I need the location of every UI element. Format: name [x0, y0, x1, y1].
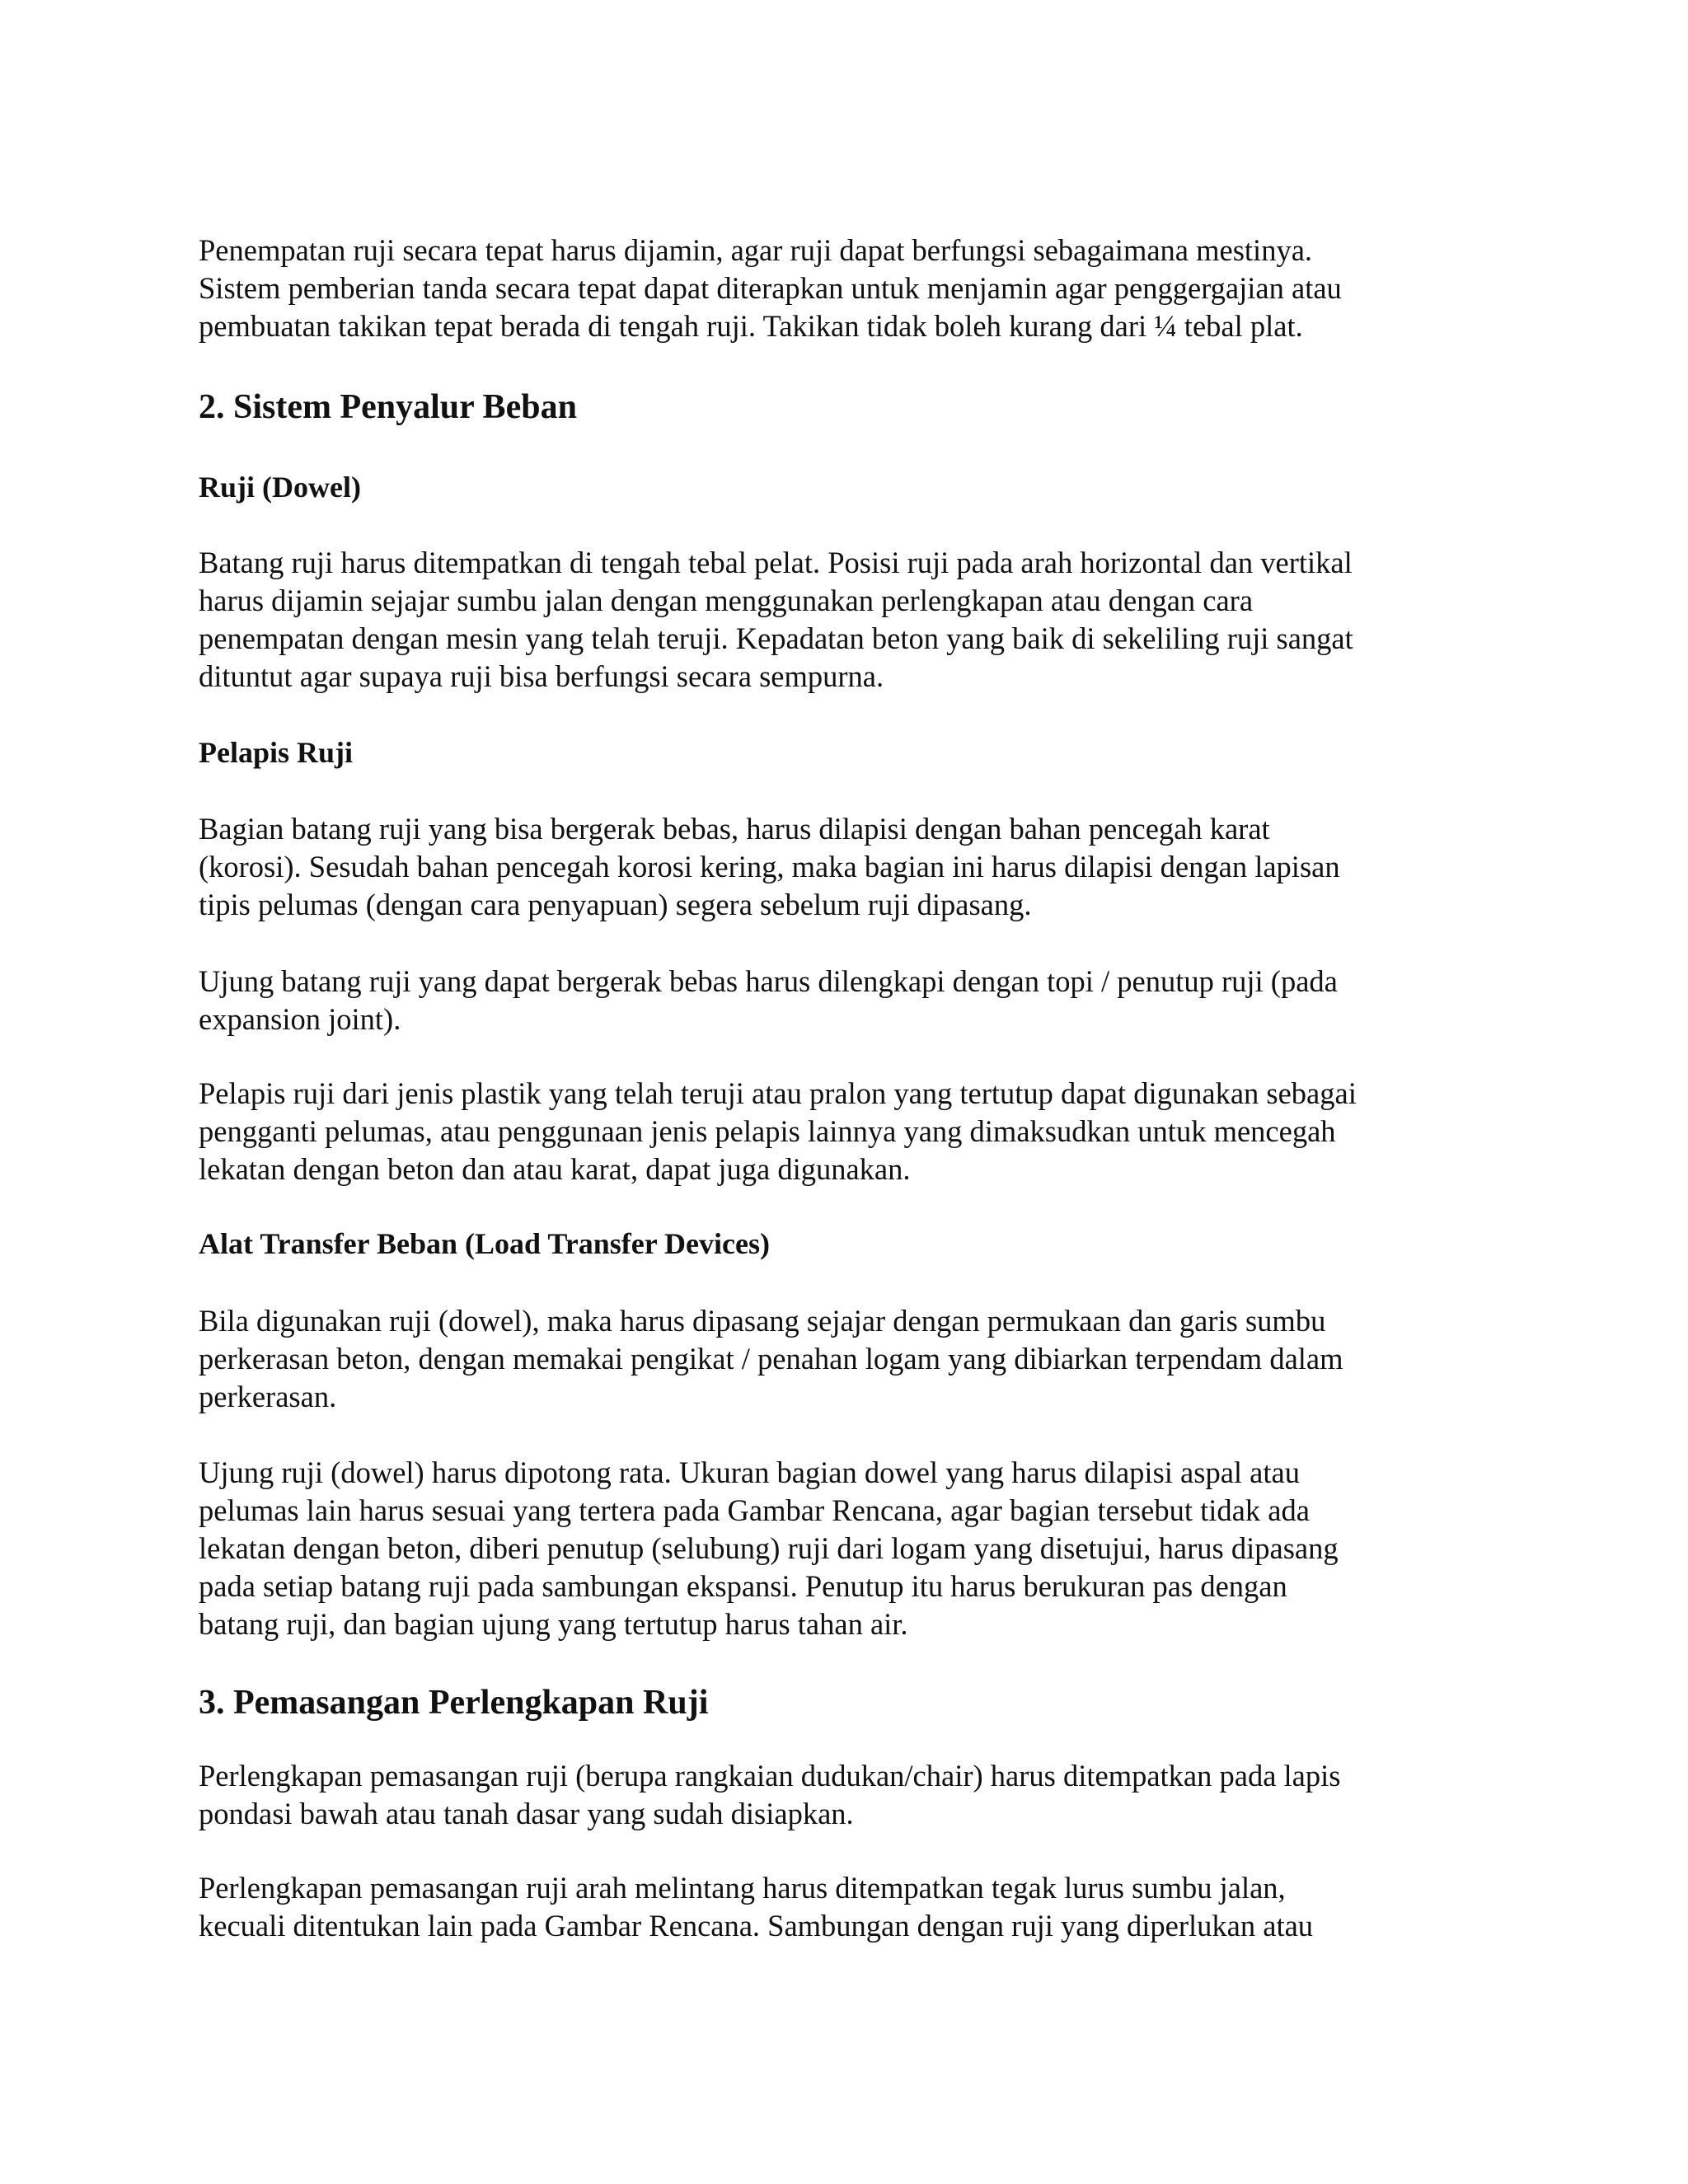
subheading-alat-transfer-beban: Alat Transfer Beban (Load Transfer Devices) — [199, 1227, 770, 1260]
text-line: dituntut agar supaya ruji bisa berfungsi secara sempurna. — [199, 659, 884, 693]
text-line: Ujung ruji (dowel) harus dipotong rata. Ukuran bagian dowel yang harus dilapisi aspal atau — [199, 1455, 1300, 1489]
paragraph-batang-ruji — [199, 544, 1484, 696]
text-line: harus dijamin sejajar sumbu jalan dengan menggunakan perlengkapan atau dengan cara — [199, 583, 1254, 617]
text-line: Bila digunakan ruji (dowel), maka harus dipasang sejajar dengan permukaan dan garis sumbu — [199, 1304, 1326, 1338]
section-heading-pemasangan-perlengkapan-ruji: 3. Pemasangan Perlengkapan Ruji — [199, 1684, 709, 1722]
text-line: lekatan dengan beton dan atau karat, dapat juga digunakan. — [199, 1152, 911, 1186]
paragraph-perlengkapan-melintang — [199, 1869, 1484, 1945]
text-line: Batang ruji harus ditempatkan di tengah tebal pelat. Posisi ruji pada arah horizontal dan vertikal — [199, 546, 1353, 579]
text-line: Pelapis ruji dari jenis plastik yang telah teruji atau pralon yang tertutup dapat digunakan sebagai — [199, 1076, 1357, 1110]
paragraph-perlengkapan-pemasangan — [199, 1757, 1484, 1833]
text-line: penempatan dengan mesin yang telah teruji. Kepadatan beton yang baik di sekeliling ruji sangat — [199, 621, 1353, 655]
text-line: expansion joint). — [199, 1002, 401, 1036]
text-line: perkerasan beton, dengan memakai pengikat / penahan logam yang dibiarkan terpendam dalam — [199, 1342, 1343, 1376]
text-line: Ujung batang ruji yang dapat bergerak bebas harus dilengkapi dengan topi / penutup ruji (pada — [199, 964, 1338, 998]
text-line: batang ruji, dan bagian ujung yang tertutup harus tahan air. — [199, 1607, 908, 1641]
text-line: Penempatan ruji secara tepat harus dijamin, agar ruji dapat berfungsi sebagaimana mestinya. — [199, 233, 1313, 267]
subheading-ruji-dowel: Ruji (Dowel) — [199, 471, 361, 504]
subheading-pelapis-ruji: Pelapis Ruji — [199, 736, 354, 769]
text-line: pada setiap batang ruji pada sambungan ekspansi. Penutup itu harus berukuran pas dengan — [199, 1569, 1287, 1603]
text-line: pelumas lain harus sesuai yang tertera pada Gambar Rencana, agar bagian tersebut tidak ada — [199, 1493, 1310, 1527]
text-line: pondasi bawah atau tanah dasar yang sudah disiapkan. — [199, 1797, 854, 1830]
text-line: lekatan dengan beton, diberi penutup (selubung) ruji dari logam yang disetujui, harus dipasang — [199, 1531, 1339, 1565]
text-line: Bagian batang ruji yang bisa bergerak bebas, harus dilapisi dengan bahan pencegah karat — [199, 812, 1270, 846]
section-heading-sistem-penyalur-beban: 2. Sistem Penyalur Beban — [199, 388, 577, 426]
text-line: pengganti pelumas, atau penggunaan jenis pelapis lainnya yang dimaksudkan untuk mencegah — [199, 1114, 1336, 1148]
paragraph-pelapis-plastik — [199, 1075, 1484, 1188]
text-line: pembuatan takikan tepat berada di tengah ruji. Takikan tidak boleh kurang dari ¼ tebal plat. — [199, 309, 1303, 343]
text-line: Sistem pemberian tanda secara tepat dapat diterapkan untuk menjamin agar penggergajian atau — [199, 271, 1342, 305]
paragraph-ujung-batang-ruji — [199, 963, 1484, 1038]
paragraph-bila-digunakan-ruji — [199, 1302, 1484, 1416]
text-line: tipis pelumas (dengan cara penyapuan) segera sebelum ruji dipasang. — [199, 888, 1032, 921]
text-line: Perlengkapan pemasangan ruji arah melintang harus ditempatkan tegak lurus sumbu jalan, — [199, 1871, 1286, 1905]
paragraph-penempatan-ruji — [199, 232, 1484, 345]
paragraph-ujung-ruji-dowel — [199, 1454, 1484, 1643]
text-line: kecuali ditentukan lain pada Gambar Rencana. Sambungan dengan ruji yang diperlukan atau — [199, 1909, 1314, 1943]
text-line: perkerasan. — [199, 1380, 337, 1413]
text-line: Perlengkapan pemasangan ruji (berupa rangkaian dudukan/chair) harus ditempatkan pada lapis — [199, 1759, 1341, 1793]
paragraph-bagian-batang-ruji — [199, 810, 1484, 924]
text-line: (korosi). Sesudah bahan pencegah korosi kering, maka bagian ini harus dilapisi dengan lapisan — [199, 850, 1340, 883]
